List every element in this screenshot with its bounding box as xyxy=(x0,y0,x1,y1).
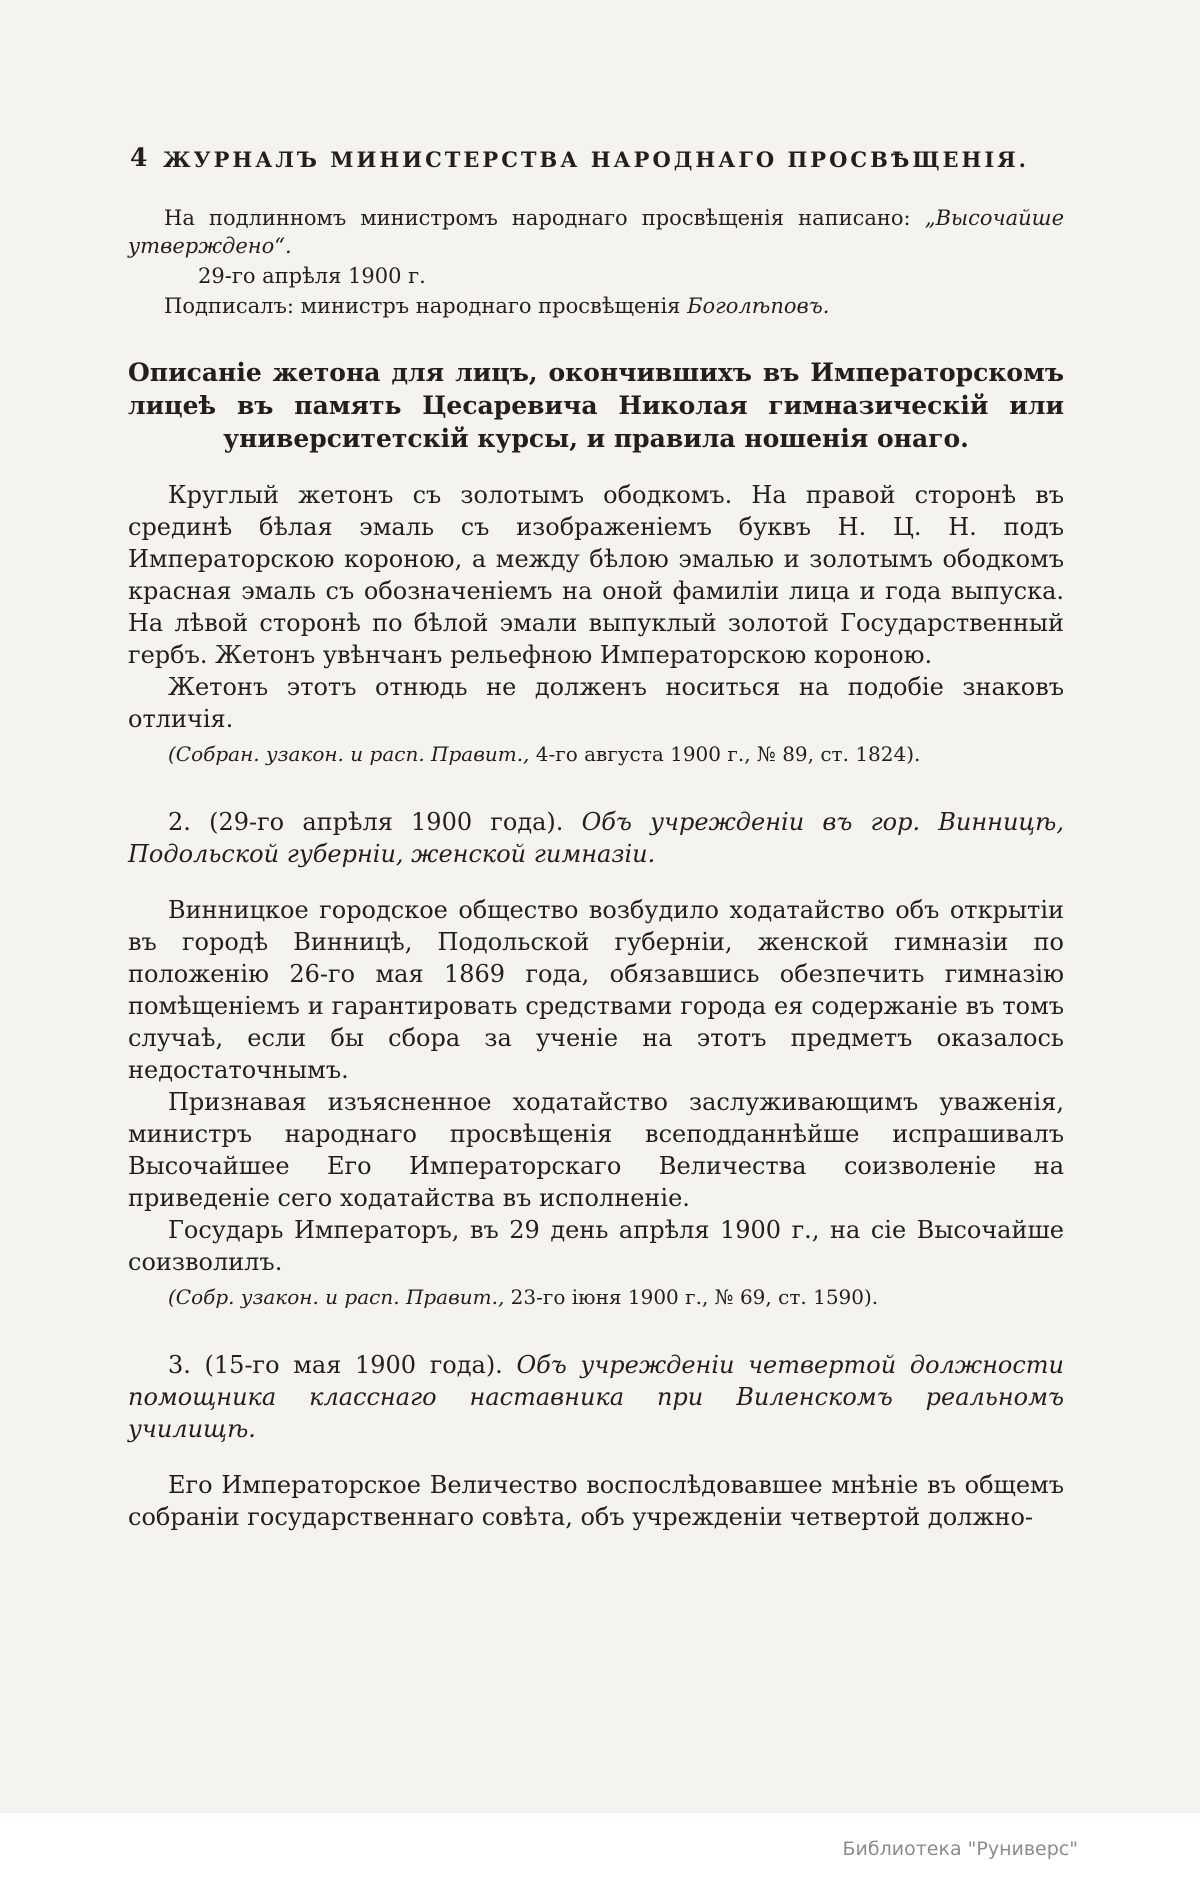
signature-text: Подписалъ: министръ народнаго просвѣщенія xyxy=(164,294,688,318)
decree3-heading-number: 3. (15-го мая 1900 года). xyxy=(168,1351,517,1379)
decree2-citation-ref: 23-го іюня 1900 г., № 69, ст. 1590). xyxy=(504,1285,879,1309)
signature-line xyxy=(128,292,1064,320)
scan-footer xyxy=(0,1813,1200,1885)
decree2-body xyxy=(128,894,1064,1311)
decree3-body xyxy=(128,1469,1064,1533)
decree1-citation xyxy=(128,741,1064,768)
decree2-citation-source: (Собр. узакон. и расп. Правит., xyxy=(168,1285,505,1309)
decree2-paragraph-1: Винницкое городское общество возбудило ходатайство объ открытіи въ городѣ Винницѣ, Подольской губерніи, женской гимназіи по положенію 26-го мая 1869 года, обязавшись обезпечить гимназію помѣщеніемъ и гарантировать средствами города ея содержаніе въ томъ случаѣ, если бы сбора за ученіе на этотъ предметъ оказалось недостаточнымъ. xyxy=(128,896,1064,1084)
decree3-heading xyxy=(128,1349,1064,1445)
page-number: 4 xyxy=(130,143,148,172)
decree1-citation-source: (Собран. узакон. и расп. Правит., xyxy=(168,742,530,766)
page-content xyxy=(128,143,1064,1533)
approval-note-text: На подлинномъ министромъ народнаго просвѣщенія написано: xyxy=(164,206,925,230)
decree1-body xyxy=(128,479,1064,768)
decree2-heading xyxy=(128,806,1064,870)
approval-note xyxy=(128,204,1064,260)
decree2-paragraph-2: Признавая изъясненное ходатайство заслуживающимъ уваженія, министръ народнаго просвѣщенія всеподданнѣйше испрашивалъ Высочайшее Его Императорскаго Величества соизволеніе на приведеніе сего ходатайства въ исполненіе. xyxy=(128,1088,1064,1212)
decree2-paragraph-3: Государь Императоръ, въ 29 день апрѣля 1900 г., на сіе Высочайше соизволилъ. xyxy=(128,1216,1064,1276)
decree2-heading-number: 2. (29-го апрѣля 1900 года). xyxy=(168,808,582,836)
library-watermark: Библиотека "Руниверс" xyxy=(842,1838,1078,1860)
journal-title: ЖУРНАЛЪ МИНИСТЕРСТВА НАРОДНАГО ПРОСВѢЩЕНІЯ. xyxy=(163,147,1029,172)
running-head xyxy=(128,143,1064,174)
decree2-citation xyxy=(128,1284,1064,1311)
signature-name: Боголѣповъ. xyxy=(687,294,830,318)
decree1-title: Описаніе жетона для лицъ, окончившихъ въ Императорскомъ лицеѣ въ память Цесаревича Николая гимназическій или университетскій курсы, и правила ношенія онаго. xyxy=(128,358,1064,453)
approval-note-emphasis: „Высочайше утверждено“. xyxy=(128,206,1064,258)
decree1-paragraph-2: Жетонъ этотъ отнюдь не долженъ носиться на подобіе знаковъ отличія. xyxy=(128,673,1064,733)
decree3-paragraph-1: Его Императорское Величество воспослѣдовавшее мнѣніе въ общемъ собраніи государственнаго совѣта, объ учрежденіи четвертой должно- xyxy=(128,1471,1064,1531)
decree1-citation-ref: 4-го августа 1900 г., № 89, ст. 1824). xyxy=(529,742,921,766)
decree2-heading-subject: Объ учрежденіи въ гор. Винницѣ, Подольской губерніи, женской гимназіи. xyxy=(128,808,1064,868)
decree1-paragraph-1: Круглый жетонъ съ золотымъ ободкомъ. На правой сторонѣ въ срединѣ бѣлая эмаль съ изображеніемъ буквъ Н. Ц. Н. подъ Императорскою короною, а между бѣлою эмалью и золотымъ ободкомъ красная эмаль съ обозначеніемъ на оной фамиліи лица и года выпуска. На лѣвой сторонѣ по бѣлой эмали выпуклый золотой Государственный гербъ. Жетонъ увѣнчанъ рельефною Императорскою короною. xyxy=(128,481,1064,669)
decree3-heading-subject: Объ учрежденіи четвертой должности помощника класснаго наставника при Виленскомъ реальномъ училищѣ. xyxy=(128,1351,1064,1443)
approval-date: 29-го апрѣля 1900 г. xyxy=(198,264,426,288)
